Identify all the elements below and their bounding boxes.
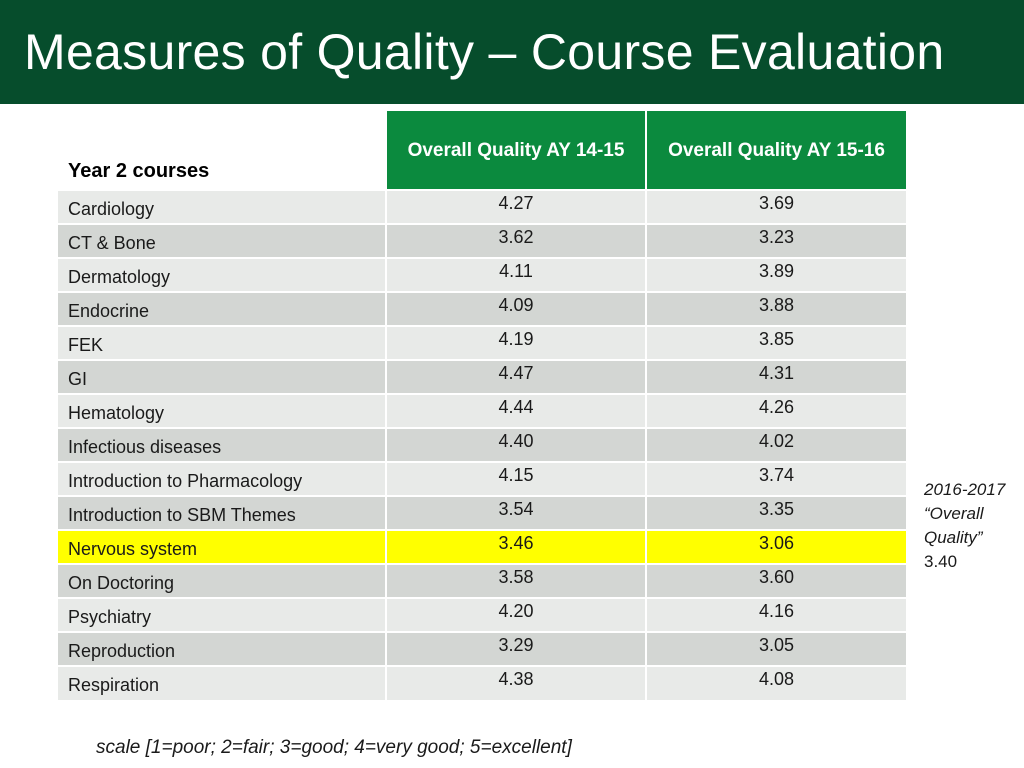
- score-ay-15-16-cell: 3.23: [646, 224, 906, 258]
- table-row: [58, 564, 906, 598]
- side-note-label-line1: “Overall: [924, 504, 984, 523]
- course-name-cell: Hematology: [58, 394, 386, 428]
- course-name-cell: Reproduction: [58, 632, 386, 666]
- course-name-cell: CT & Bone: [58, 224, 386, 258]
- scale-note: scale [1=poor; 2=fair; 3=good; 4=very good; 5=excellent]: [96, 737, 572, 758]
- course-name-cell: Respiration: [58, 666, 386, 700]
- course-evaluation-table: [58, 111, 906, 700]
- score-ay-14-15-cell: 4.20: [386, 598, 646, 632]
- score-ay-14-15-cell: 3.58: [386, 564, 646, 598]
- course-name-cell: Endocrine: [58, 292, 386, 326]
- score-ay-14-15-cell: 4.11: [386, 258, 646, 292]
- title-bar: [0, 0, 1024, 104]
- table-row: [58, 360, 906, 394]
- score-ay-14-15-cell: 4.15: [386, 462, 646, 496]
- table-row: [58, 462, 906, 496]
- score-ay-15-16-cell: 3.88: [646, 292, 906, 326]
- side-note-label-line2: Quality”: [924, 528, 983, 547]
- score-ay-15-16-cell: 4.31: [646, 360, 906, 394]
- course-name-cell: Cardiology: [58, 190, 386, 224]
- course-name-cell: GI: [58, 360, 386, 394]
- course-name-cell: Introduction to Pharmacology: [58, 462, 386, 496]
- table-row: [58, 292, 906, 326]
- table-row: [58, 666, 906, 700]
- table-row: [58, 258, 906, 292]
- table-row: [58, 394, 906, 428]
- score-ay-15-16-cell: 4.16: [646, 598, 906, 632]
- table-row: [58, 496, 906, 530]
- score-ay-14-15-cell: 4.19: [386, 326, 646, 360]
- side-note: [924, 478, 1020, 574]
- header-course: Year 2 courses: [58, 111, 386, 190]
- score-ay-14-15-cell: 4.44: [386, 394, 646, 428]
- table-body: [58, 190, 906, 700]
- score-ay-14-15-cell: 4.09: [386, 292, 646, 326]
- score-ay-14-15-cell: 3.62: [386, 224, 646, 258]
- score-ay-14-15-cell: 4.27: [386, 190, 646, 224]
- course-name-cell: FEK: [58, 326, 386, 360]
- course-name-cell: On Doctoring: [58, 564, 386, 598]
- score-ay-15-16-cell: 3.05: [646, 632, 906, 666]
- score-ay-15-16-cell: 3.74: [646, 462, 906, 496]
- course-name-cell: Nervous system: [58, 530, 386, 564]
- table-row: [58, 530, 906, 564]
- table-row: [58, 428, 906, 462]
- slide-title: Measures of Quality – Course Evaluation: [24, 24, 945, 80]
- side-note-value: 3.40: [924, 552, 958, 571]
- table-header-row: [58, 111, 906, 190]
- score-ay-15-16-cell: 3.35: [646, 496, 906, 530]
- score-ay-15-16-cell: 3.06: [646, 530, 906, 564]
- table-row: [58, 190, 906, 224]
- score-ay-15-16-cell: 3.85: [646, 326, 906, 360]
- score-ay-15-16-cell: 3.89: [646, 258, 906, 292]
- score-ay-15-16-cell: 4.08: [646, 666, 906, 700]
- table-row: [58, 632, 906, 666]
- score-ay-14-15-cell: 4.40: [386, 428, 646, 462]
- course-name-cell: Dermatology: [58, 258, 386, 292]
- score-ay-15-16-cell: 3.60: [646, 564, 906, 598]
- score-ay-14-15-cell: 3.29: [386, 632, 646, 666]
- course-name-cell: Infectious diseases: [58, 428, 386, 462]
- score-ay-14-15-cell: 4.47: [386, 360, 646, 394]
- score-ay-15-16-cell: 4.26: [646, 394, 906, 428]
- course-name-cell: Introduction to SBM Themes: [58, 496, 386, 530]
- score-ay-15-16-cell: 3.69: [646, 190, 906, 224]
- course-name-cell: Psychiatry: [58, 598, 386, 632]
- table-row: [58, 598, 906, 632]
- score-ay-15-16-cell: 4.02: [646, 428, 906, 462]
- score-ay-14-15-cell: 4.38: [386, 666, 646, 700]
- score-ay-14-15-cell: 3.54: [386, 496, 646, 530]
- score-ay-14-15-cell: 3.46: [386, 530, 646, 564]
- header-ay-15-16: Overall Quality AY 15-16: [646, 111, 906, 190]
- header-ay-14-15: Overall Quality AY 14-15: [386, 111, 646, 190]
- table-row: [58, 326, 906, 360]
- side-note-year: 2016-2017: [924, 480, 1006, 499]
- table-row: [58, 224, 906, 258]
